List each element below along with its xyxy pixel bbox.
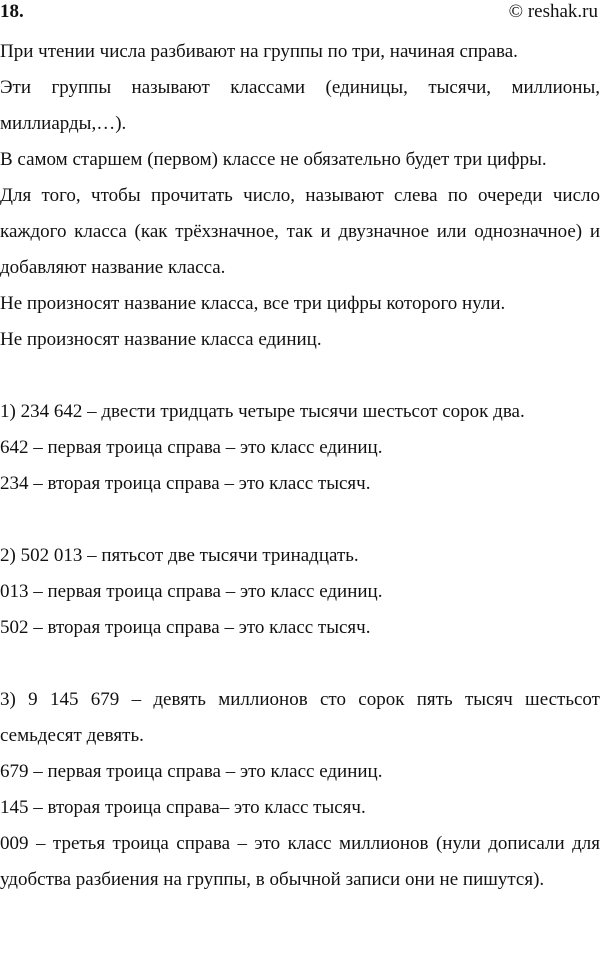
intro-paragraph: Не произносят название класса, все три цифры которого нули.: [0, 293, 506, 314]
intro-paragraph: Эти группы называют классами (единицы, тысячи, миллионы, миллиарды,…).: [0, 77, 600, 134]
intro-paragraph: При чтении числа разбивают на группы по три, начиная справа.: [0, 41, 518, 62]
example-line: 3) 9 145 679 – девять миллионов сто сорок пять тысяч шестьсот семьдесят девять.: [0, 689, 600, 746]
task-number: 18.: [0, 1, 24, 22]
intro-paragraph: В самом старшем (первом) классе не обязательно будет три цифры.: [0, 149, 547, 170]
intro-paragraph: Не произносят название класса единиц.: [0, 329, 322, 350]
example-line: 013 – первая троица справа – это класс единиц.: [0, 581, 383, 602]
spacer: [0, 646, 600, 682]
example-line: 145 – вторая троица справа– это класс тысяч.: [0, 797, 366, 818]
spacer: [0, 358, 600, 394]
example-line: 009 – третья троица справа – это класс миллионов (нули дописали для удобства разбиения на группы, в обычной записи они не пишутся).: [0, 833, 600, 890]
example-line: 1) 234 642 – двести тридцать четыре тысячи шестьсот сорок два.: [0, 401, 525, 422]
example-3: [0, 682, 600, 898]
example-line: 642 – первая троица справа – это класс единиц.: [0, 437, 383, 458]
example-line: 2) 502 013 – пятьсот две тысячи тринадцать.: [0, 545, 359, 566]
example-1: [0, 394, 600, 502]
watermark: © reshak.ru: [508, 1, 598, 22]
intro-paragraph: Для того, чтобы прочитать число, называют слева по очереди число каждого класса (как трёхзначное, так и двузначное или однозначное) и добавляют название класса.: [0, 185, 600, 278]
example-line: 502 – вторая троица справа – это класс тысяч.: [0, 617, 371, 638]
example-line: 679 – первая троица справа – это класс единиц.: [0, 761, 383, 782]
solution-body: [0, 34, 600, 898]
example-2: [0, 538, 600, 646]
example-line: 234 – вторая троица справа – это класс тысяч.: [0, 473, 371, 494]
spacer: [0, 502, 600, 538]
page-header: [0, 0, 602, 28]
